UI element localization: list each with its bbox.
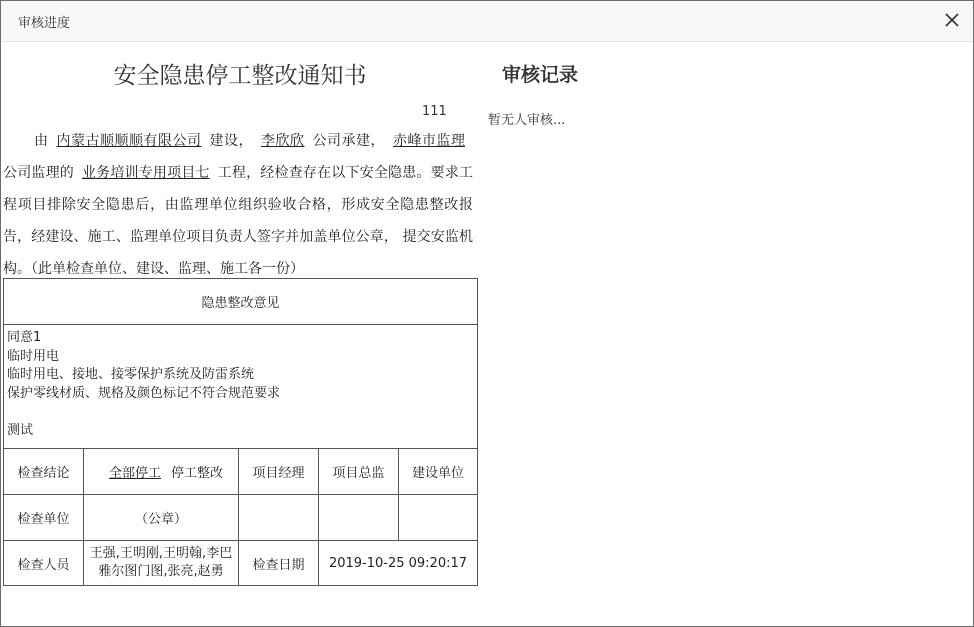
inspectors-value: 王强,王明刚,王明翰,李巴雅尔图门图,张亮,赵勇 bbox=[84, 541, 239, 586]
text-rest: 工程，经检查存在以下安全隐患。要求工程项目排除安全隐患后，由监理单位组织验收合格，形成安全隐患整改报告，经建设、施工、监理单位项目负责人签字并加盖单位公章， 提交安监机构。（此单检查单位、建设、监理、施工各一份） bbox=[3, 165, 474, 277]
inspectors-label: 检查人员 bbox=[4, 541, 84, 586]
chief-signature-cell bbox=[319, 495, 399, 541]
opinion-line: 同意1 bbox=[7, 330, 42, 345]
form-header: 隐患整改意见 bbox=[4, 279, 478, 325]
conclusion-suffix: 停工整改 bbox=[171, 466, 224, 481]
text-build: 建设， bbox=[209, 133, 253, 149]
dialog-title: 审核进度 bbox=[18, 16, 71, 31]
opinion-line bbox=[7, 403, 474, 422]
review-record-title: 审核记录 bbox=[502, 64, 579, 86]
notice-number: 111 bbox=[422, 104, 447, 119]
supervisor: 赤峰市监理 bbox=[393, 133, 465, 149]
conclusion-main: 全部停工 bbox=[108, 466, 161, 481]
review-empty-text: 暂无人审核... bbox=[488, 113, 566, 128]
unit-label: 检查单位 bbox=[4, 495, 84, 541]
date-label: 检查日期 bbox=[239, 541, 319, 586]
conclusion-value bbox=[84, 449, 239, 495]
pm-label: 项目经理 bbox=[239, 449, 319, 495]
opinion-line: 测试 bbox=[7, 422, 34, 438]
text-contract: 公司承建， bbox=[312, 133, 385, 149]
close-icon[interactable] bbox=[942, 10, 962, 30]
text-supervise: 公司监理的 bbox=[3, 165, 74, 181]
opinion-line: 保护零线材质、规格及颜色标记不符合规范要求 bbox=[7, 385, 281, 401]
dialog-titlebar bbox=[1, 1, 973, 42]
opinion-cell bbox=[4, 325, 478, 449]
conclusion-label: 检查结论 bbox=[4, 449, 84, 495]
pm-signature-cell bbox=[239, 495, 319, 541]
seal-text: （公章） bbox=[84, 495, 239, 541]
rectification-form bbox=[3, 278, 478, 586]
contractor: 李欣欣 bbox=[261, 133, 305, 149]
owner-signature-cell bbox=[399, 495, 478, 541]
project-name: 业务培训专用项目七 bbox=[81, 165, 210, 181]
notice-title: 安全隐患停工整改通知书 bbox=[113, 63, 367, 89]
chief-label: 项目总监 bbox=[319, 449, 399, 495]
opinion-line: 临时用电 bbox=[7, 348, 60, 364]
notice-paragraph bbox=[3, 125, 473, 285]
owner-label: 建设单位 bbox=[399, 449, 478, 495]
date-value: 2019-10-25 09:20:17 bbox=[319, 541, 478, 586]
construction-unit: 内蒙古顺顺顺有限公司 bbox=[56, 133, 202, 149]
opinion-line: 临时用电、接地、接零保护系统及防雷系统 bbox=[7, 367, 255, 382]
text-by: 由 bbox=[34, 133, 49, 149]
